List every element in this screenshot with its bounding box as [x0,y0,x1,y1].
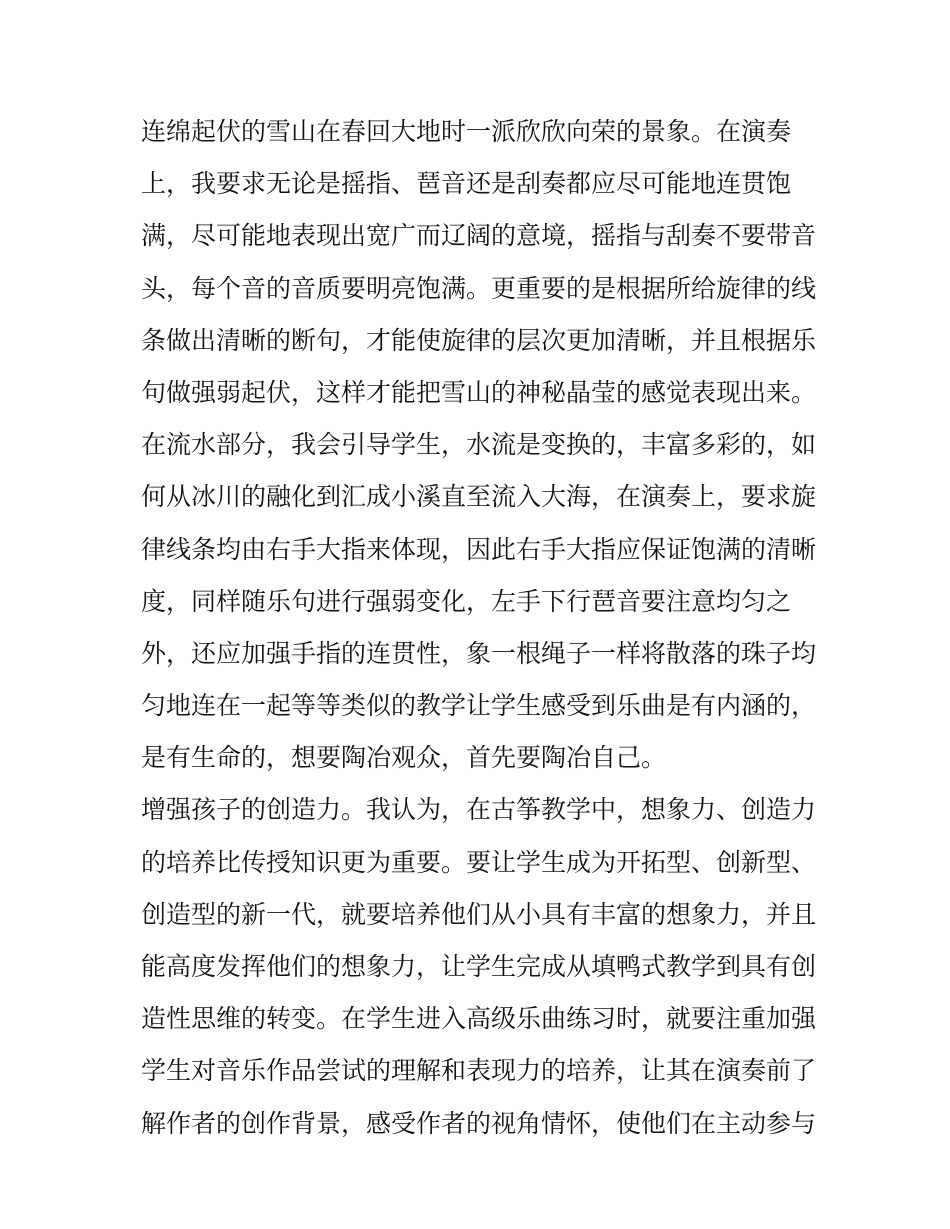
text-line: 造性思维的转变。在学生进入高级乐曲练习时，就要注重加强 [141,1004,817,1034]
text-line: 创造型的新一代，就要培养他们从小具有丰富的想象力，并且 [141,899,817,929]
text-line: 连绵起伏的雪山在春回大地时一派欣欣向荣的景象。在演奏 [141,117,792,146]
text-line: 外，还应加强手指的连贯性，象一根绳子一样将散落的珠子均 [141,638,817,668]
text-line: 度，同样随乐句进行强弱变化，左手下行琶音要注意均匀之 [141,586,792,616]
text-line: 能高度发挥他们的想象力，让学生完成从填鸭式教学到具有创 [141,952,817,981]
text-line: 在流水部分，我会引导学生，水流是变换的，丰富多彩的，如 [141,430,817,460]
body-text [141,106,821,1150]
text-line: 匀地连在一起等等类似的教学让学生感受到乐曲是有内涵的， [141,691,817,721]
text-line: 上，我要求无论是摇指、琶音还是刮奏都应尽可能地连贯饱 [141,169,792,199]
text-line: 的培养比传授知识更为重要。要让学生成为开拓型、创新型、 [141,847,817,877]
text-line: 满，尽可能地表现出宽广而辽阔的意境，摇指与刮奏不要带音 [141,221,817,251]
text-line: 学生对音乐作品尝试的理解和表现力的培养，让其在演奏前了 [141,1056,817,1086]
text-line: 条做出清晰的断句，才能使旋律的层次更加清晰，并且根据乐 [141,325,817,355]
text-line: 句做强弱起伏，这样才能把雪山的神秘晶莹的感觉表现出来。 [141,377,817,407]
text-line: 增强孩子的创造力。我认为，在古筝教学中，想象力、创造力 [141,795,817,825]
text-line: 是有生命的，想要陶冶观众，首先要陶冶自己。 [141,743,667,773]
text-line: 何从冰川的融化到汇成小溪直至流入大海，在演奏上，要求旋 [141,482,817,512]
text-line: 律线条均由右手大指来体现，因此右手大指应保证饱满的清晰 [141,534,817,564]
text-line: 头，每个音的音质要明亮饱满。更重要的是根据所给旋律的线 [141,273,817,303]
text-line: 解作者的创作背景，感受作者的视角情怀，使他们在主动参与 [141,1108,817,1138]
